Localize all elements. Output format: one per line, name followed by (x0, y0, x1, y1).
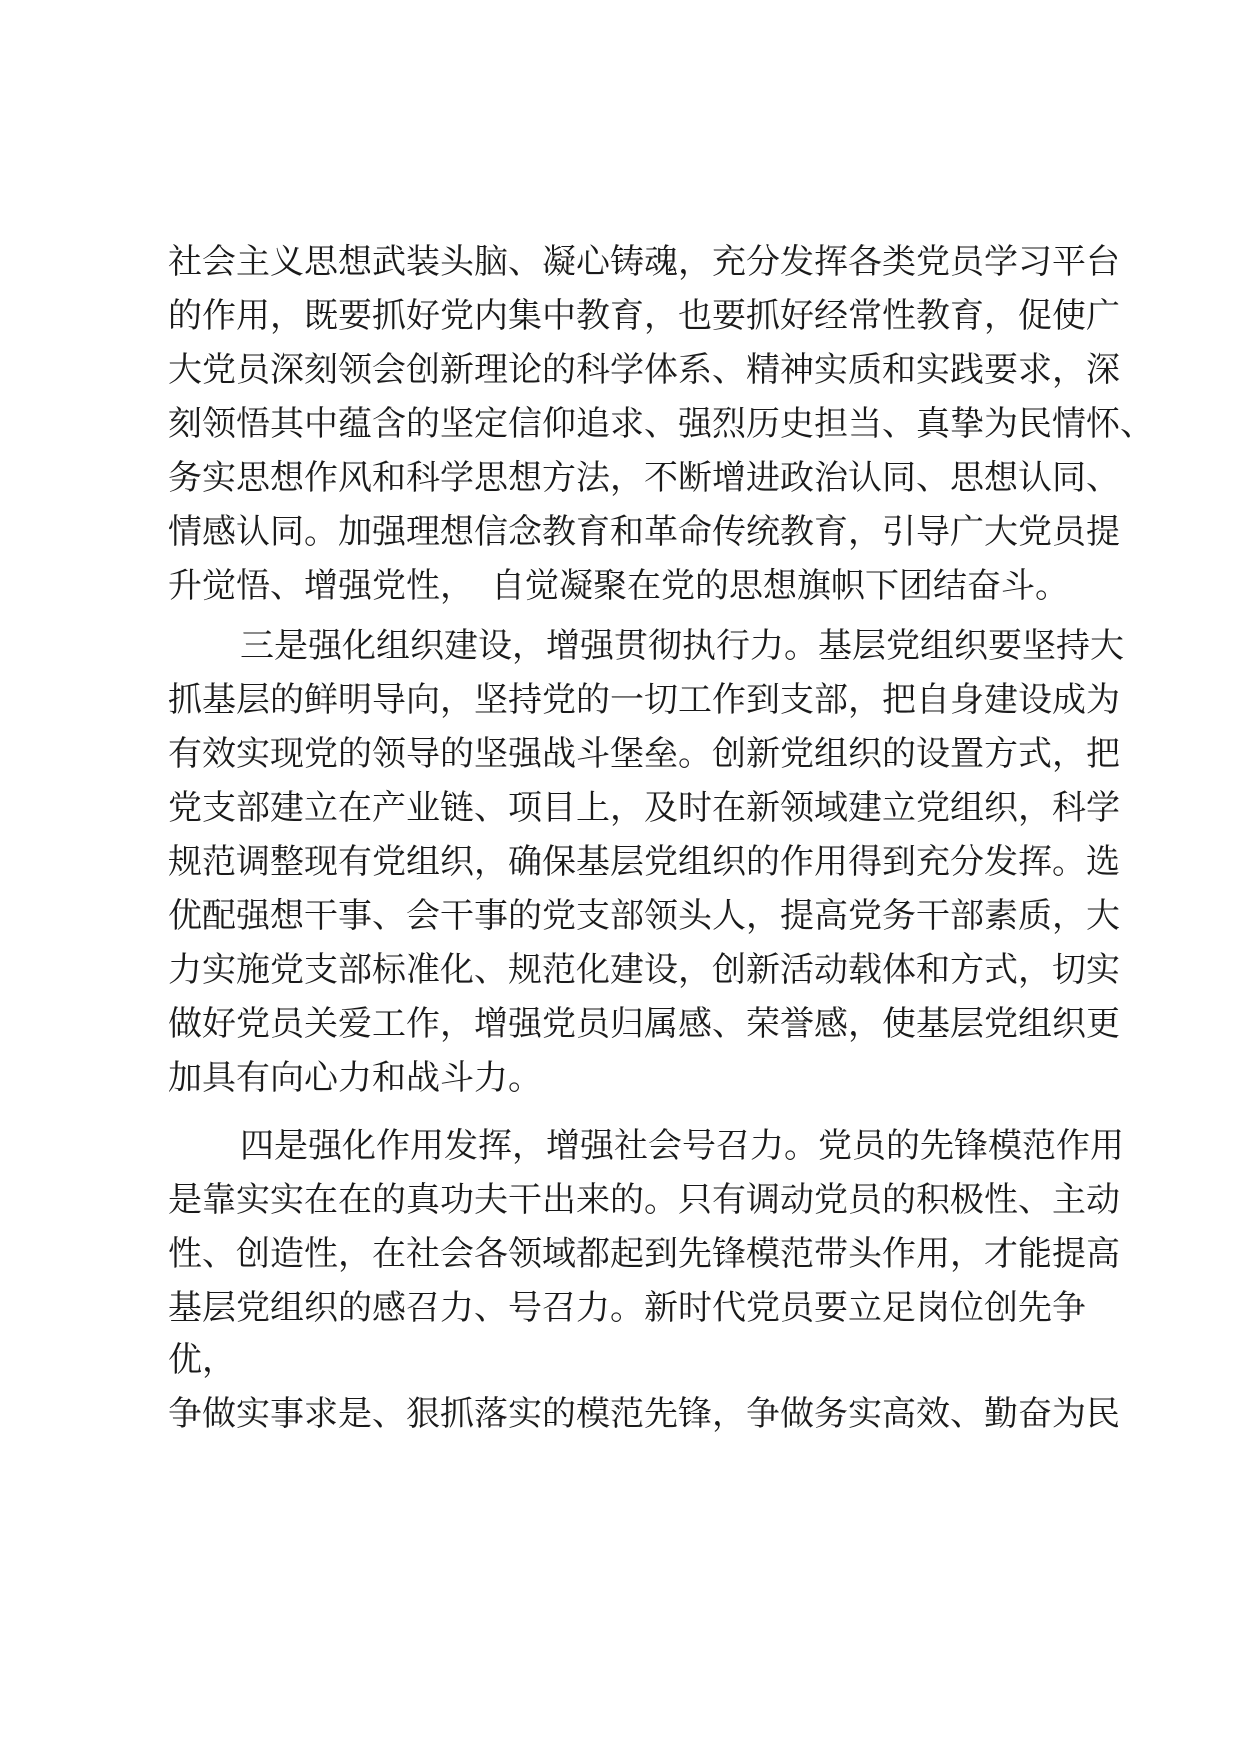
text-line: 优配强想干事、会干事的党支部领头人，提高党务干部素质，大 (168, 896, 1120, 936)
text-line: 党支部建立在产业链、项目上，及时在新领域建立党组织，科学 (168, 788, 1120, 828)
text-line: 的作用，既要抓好党内集中教育，也要抓好经常性教育，促使广 (168, 296, 1120, 336)
text-line: 性、创造性，在社会各领域都起到先锋模范带头作用，才能提高 (168, 1234, 1120, 1274)
paragraph-heading-line: 三是强化组织建设，增强贯彻执行力。基层党组织要坚持大 (240, 626, 1124, 666)
text-line: 是靠实实在在的真功夫干出来的。只有调动党员的积极性、主动 (168, 1180, 1120, 1220)
text-line: 优， (168, 1340, 236, 1380)
text-line: 做好党员关爱工作，增强党员归属感、荣誉感，使基层党组织更 (168, 1004, 1120, 1044)
text-line: 抓基层的鲜明导向，坚持党的一切工作到支部，把自身建设成为 (168, 680, 1120, 720)
text-line: 有效实现党的领导的坚强战斗堡垒。创新党组织的设置方式，把 (168, 734, 1120, 774)
text-line: 刻领悟其中蕴含的坚定信仰追求、强烈历史担当、真挚为民情怀、 (168, 404, 1154, 444)
text-line: 基层党组织的感召力、号召力。新时代党员要立足岗位创先争 (168, 1288, 1086, 1328)
text-line: 加具有向心力和战斗力。 (168, 1058, 542, 1098)
text-line: 务实思想作风和科学思想方法，不断增进政治认同、思想认同、 (168, 458, 1120, 498)
text-line: 情感认同。加强理想信念教育和革命传统教育，引导广大党员提 (168, 512, 1120, 552)
paragraph-heading-line: 四是强化作用发挥，增强社会号召力。党员的先锋模范作用 (240, 1126, 1124, 1166)
text-line: 升觉悟、增强党性， 自觉凝聚在党的思想旗帜下团结奋斗。 (168, 566, 1069, 606)
text-line: 大党员深刻领会创新理论的科学体系、精神实质和实践要求，深 (168, 350, 1120, 390)
text-line: 社会主义思想武装头脑、凝心铸魂，充分发挥各类党员学习平台 (168, 242, 1120, 282)
text-line: 规范调整现有党组织，确保基层党组织的作用得到充分发挥。选 (168, 842, 1120, 882)
text-line: 力实施党支部标准化、规范化建设，创新活动载体和方式，切实 (168, 950, 1120, 990)
text-line: 争做实事求是、狠抓落实的模范先锋，争做务实高效、勤奋为民 (168, 1394, 1120, 1434)
